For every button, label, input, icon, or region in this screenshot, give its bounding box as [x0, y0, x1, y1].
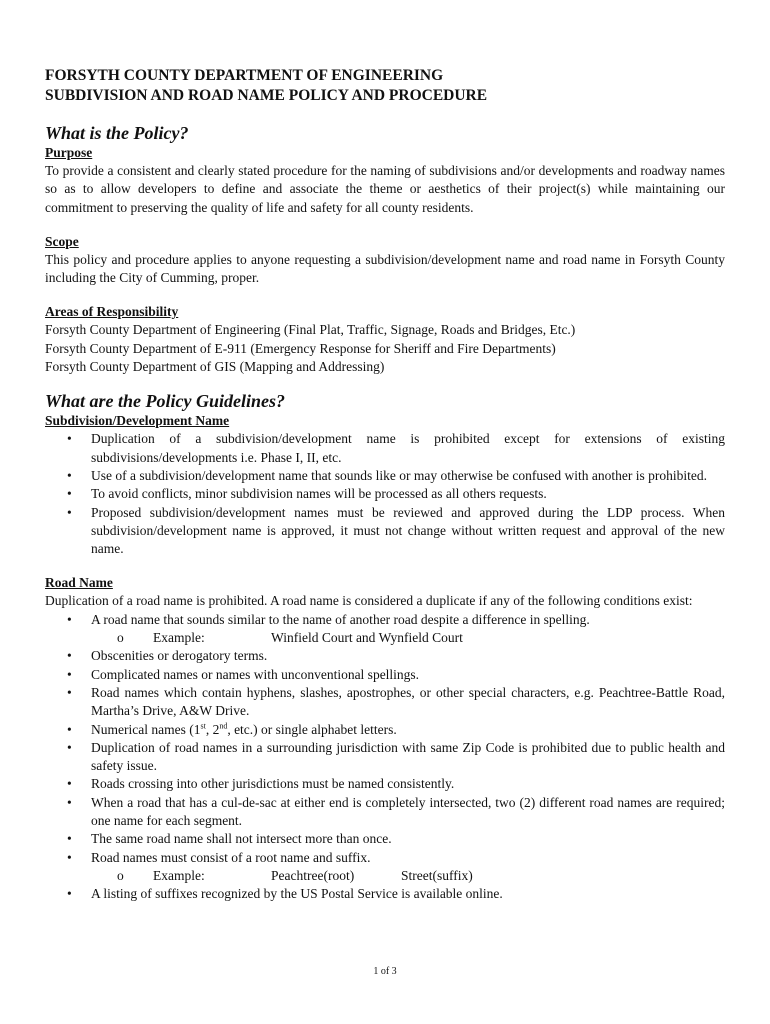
area-item-engineering: Forsyth County Department of Engineering (Final Plat, Traffic, Signage, Roads and Bridges, Etc.): [45, 322, 576, 338]
road-name-heading: Road Name: [45, 575, 113, 591]
list-item: • A road name that sounds similar to the name of another road despite a difference in spelling.: [91, 611, 725, 629]
example-label: Example:: [153, 630, 205, 646]
example-row: [91, 867, 725, 885]
road-name-list: [45, 611, 725, 904]
list-item: • Road names must consist of a root name and suffix.: [91, 849, 725, 867]
areas-heading: Areas of Responsibility: [45, 304, 179, 320]
bullet-icon: •: [67, 684, 72, 700]
list-item: • When a road that has a cul-de-sac at either end is completely intersected, two (2) different road names are required; one name for each segment.: [67, 794, 725, 829]
list-item: • Numerical names (1st, 2nd, etc.) or single alphabet letters.: [91, 721, 725, 739]
purpose-heading: Purpose: [45, 145, 93, 160]
bullet-icon: •: [67, 849, 72, 865]
list-item: • To avoid conflicts, minor subdivision names will be processed as all others requests.: [91, 485, 725, 503]
list-item: • Complicated names or names with unconventional spellings.: [91, 666, 725, 684]
list-item: • Road names which contain hyphens, slashes, apostrophes, or other special characters, e.g. Peachtree-Battle Road, Martha’s Drive, A&W Drive.: [67, 684, 725, 719]
bullet-icon: •: [67, 739, 72, 755]
scope-heading: Scope: [45, 233, 79, 249]
area-item-gis: Forsyth County Department of GIS (Mapping and Addressing): [45, 359, 385, 375]
list-item: • Duplication of a subdivision/development name is prohibited except for extensions of existing subdivisions/developments i.e. Phase I, II, etc.: [67, 431, 725, 465]
bullet-icon: •: [67, 721, 72, 737]
document-title-line1: FORSYTH COUNTY DEPARTMENT OF ENGINEERING: [45, 67, 444, 84]
list-item: • A listing of suffixes recognized by the US Postal Service is available online.: [91, 885, 725, 903]
example-label: Example:: [153, 867, 205, 883]
scope-text: This policy and procedure applies to anyone requesting a subdivision/development name and road name in Forsyth County including the City of Cumming, proper.: [45, 251, 725, 286]
guidelines-heading: What are the Policy Guidelines?: [45, 391, 285, 412]
list-item: • The same road name shall not intersect more than once.: [91, 830, 725, 848]
road-name-intro: Duplication of a road name is prohibited. A road name is considered a duplicate if any of the following conditions exist:: [45, 593, 693, 609]
bullet-icon: •: [67, 648, 72, 664]
list-item: • Duplication of road names in a surrounding jurisdiction with same Zip Code is prohibited due to public health and safety issue.: [67, 739, 725, 774]
subdivision-heading: Subdivision/Development Name: [45, 413, 230, 429]
example-row: [91, 629, 725, 647]
area-item-e911: Forsyth County Department of E-911 (Emergency Response for Sheriff and Fire Departments): [45, 340, 556, 356]
example-text: Winfield Court and Wynfield Court: [271, 630, 463, 646]
bullet-icon: •: [67, 504, 72, 520]
bullet-icon: •: [67, 776, 72, 792]
document-page: [45, 66, 725, 904]
list-item: • Roads crossing into other jurisdictions must be named consistently.: [91, 775, 725, 793]
subdivision-list: [45, 430, 725, 558]
example-root: Peachtree(root): [271, 867, 355, 883]
bullet-icon: •: [67, 794, 72, 810]
circle-bullet-icon: o: [117, 630, 124, 646]
bullet-icon: •: [67, 886, 72, 902]
policy-heading: What is the Policy?: [45, 123, 189, 143]
bullet-icon: •: [67, 467, 72, 483]
page-number: 1 of 3: [373, 966, 397, 977]
bullet-icon: •: [67, 666, 72, 682]
example-suffix: Street(suffix): [401, 867, 473, 883]
list-item: • Proposed subdivision/development names must be reviewed and approved during the LDP process. When subdivision/development name is approved, it must not change without written request and approval of the new name.: [67, 504, 725, 557]
document-title-line2: SUBDIVISION AND ROAD NAME POLICY AND PROCEDURE: [45, 87, 488, 104]
circle-bullet-icon: o: [117, 867, 124, 883]
bullet-icon: •: [67, 831, 72, 847]
list-item: • Use of a subdivision/development name that sounds like or may otherwise be confused with another is prohibited.: [91, 467, 725, 485]
list-item: • Obscenities or derogatory terms.: [91, 647, 725, 665]
bullet-icon: •: [67, 486, 72, 502]
bullet-icon: •: [67, 611, 72, 627]
bullet-icon: •: [67, 431, 72, 447]
purpose-text: To provide a consistent and clearly stated procedure for the naming of subdivisions and/or developments and roadway names so as to allow developers to define and associate the theme or aesthetics of their project(s) while maintaining our commitment to preserving the quality of life and safety for all county residents.: [45, 163, 725, 215]
